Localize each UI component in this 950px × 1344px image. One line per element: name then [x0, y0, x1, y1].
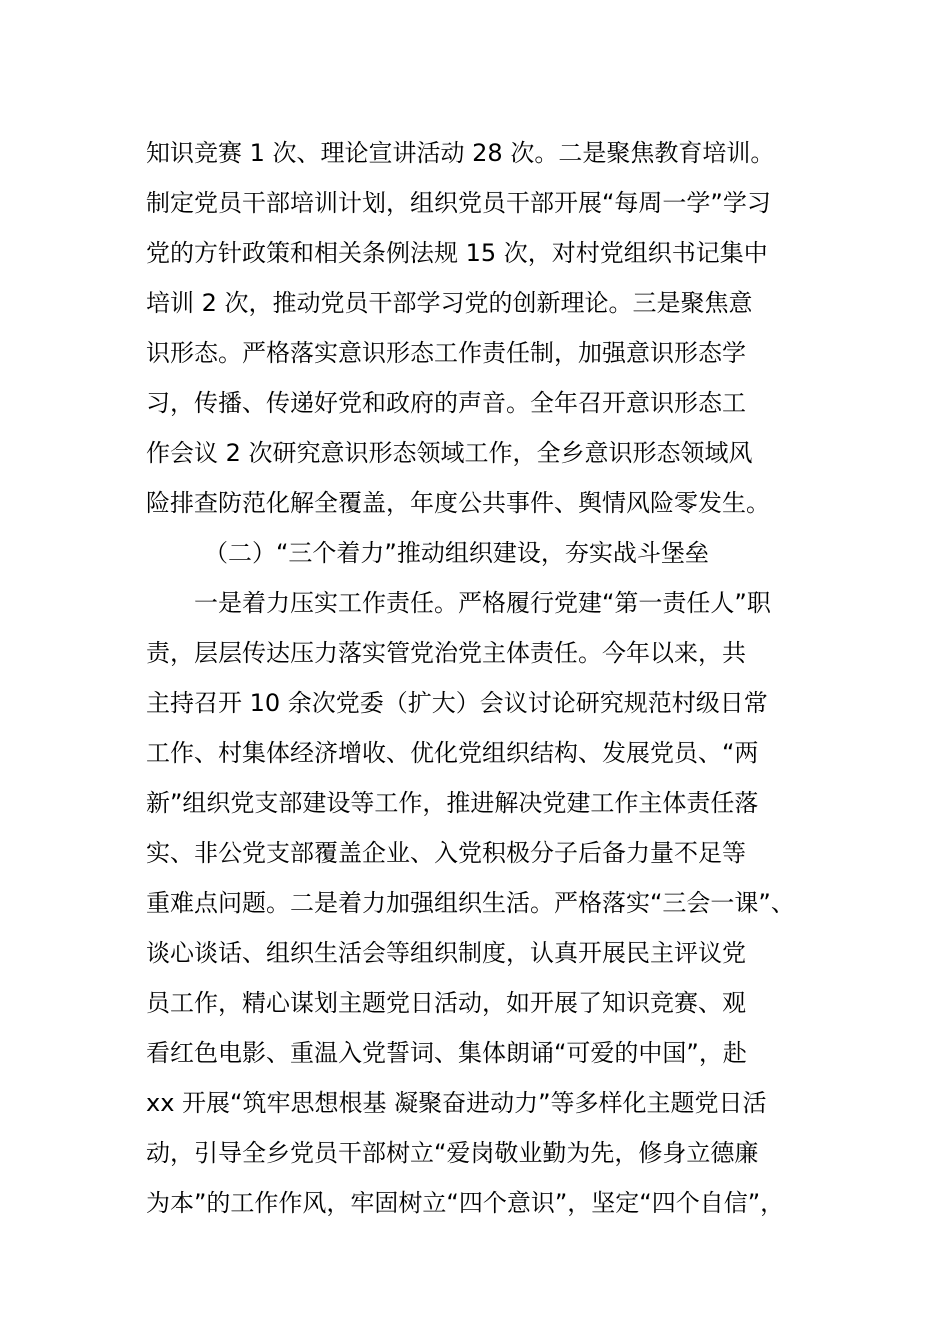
paragraph-line: 新”组织党支部建设等工作，推进解决党建工作主体责任落	[146, 789, 759, 817]
paragraph-line: 工作、村集体经济增收、优化党组织结构、发展党员、“两	[146, 739, 759, 767]
paragraph-line: 培训 2 次，推动党员干部学习党的创新理论。三是聚焦意	[146, 289, 753, 317]
paragraph-line: 习，传播、传递好党和政府的声音。全年召开意识形态工	[146, 389, 746, 417]
paragraph-line: 责，层层传达压力落实管党治党主体责任。今年以来，共	[146, 639, 746, 667]
paragraph-line: 动，引导全乡党员干部树立“爱岗敬业勤为先，修身立德廉	[146, 1139, 759, 1167]
section-heading: （二）“三个着力”推动组织建设，夯实战斗堡垒	[204, 539, 709, 567]
paragraph-line: 一是着力压实工作责任。严格履行党建“第一责任人”职	[194, 589, 771, 617]
paragraph-line: 党的方针政策和相关条例法规 15 次，对村党组织书记集中	[146, 239, 768, 267]
paragraph-line: 作会议 2 次研究意识形态领域工作，全乡意识形态领域风	[146, 439, 753, 467]
paragraph-line: 看红色电影、重温入党誓词、集体朗诵“可爱的中国”，赴	[146, 1039, 747, 1067]
body-text	[146, 128, 816, 1228]
paragraph-line: 重难点问题。二是着力加强组织生活。严格落实“三会一课”、	[146, 889, 795, 917]
paragraph-line: 主持召开 10 余次党委（扩大）会议讨论研究规范村级日常	[146, 689, 768, 717]
paragraph-line: 险排查防范化解全覆盖，年度公共事件、舆情风险零发生。	[146, 489, 770, 517]
paragraph-line: 为本”的工作作风，牢固树立“四个意识”，坚定“四个自信”，	[146, 1189, 785, 1217]
paragraph-line: 知识竞赛 1 次、理论宣讲活动 28 次。二是聚焦教育培训。	[146, 139, 775, 167]
paragraph-line: 制定党员干部培训计划，组织党员干部开展“每周一学”学习	[146, 189, 771, 217]
paragraph-line: 员工作，精心谋划主题党日活动，如开展了知识竞赛、观	[146, 989, 746, 1017]
paragraph-line: 谈心谈话、组织生活会等组织制度，认真开展民主评议党	[146, 939, 746, 967]
paragraph-line: 实、非公党支部覆盖企业、入党积极分子后备力量不足等	[146, 839, 746, 867]
paragraph-line: xx 开展“筑牢思想根基 凝聚奋进动力”等多样化主题党日活	[146, 1089, 767, 1117]
paragraph-line: 识形态。严格落实意识形态工作责任制，加强意识形态学	[146, 339, 746, 367]
